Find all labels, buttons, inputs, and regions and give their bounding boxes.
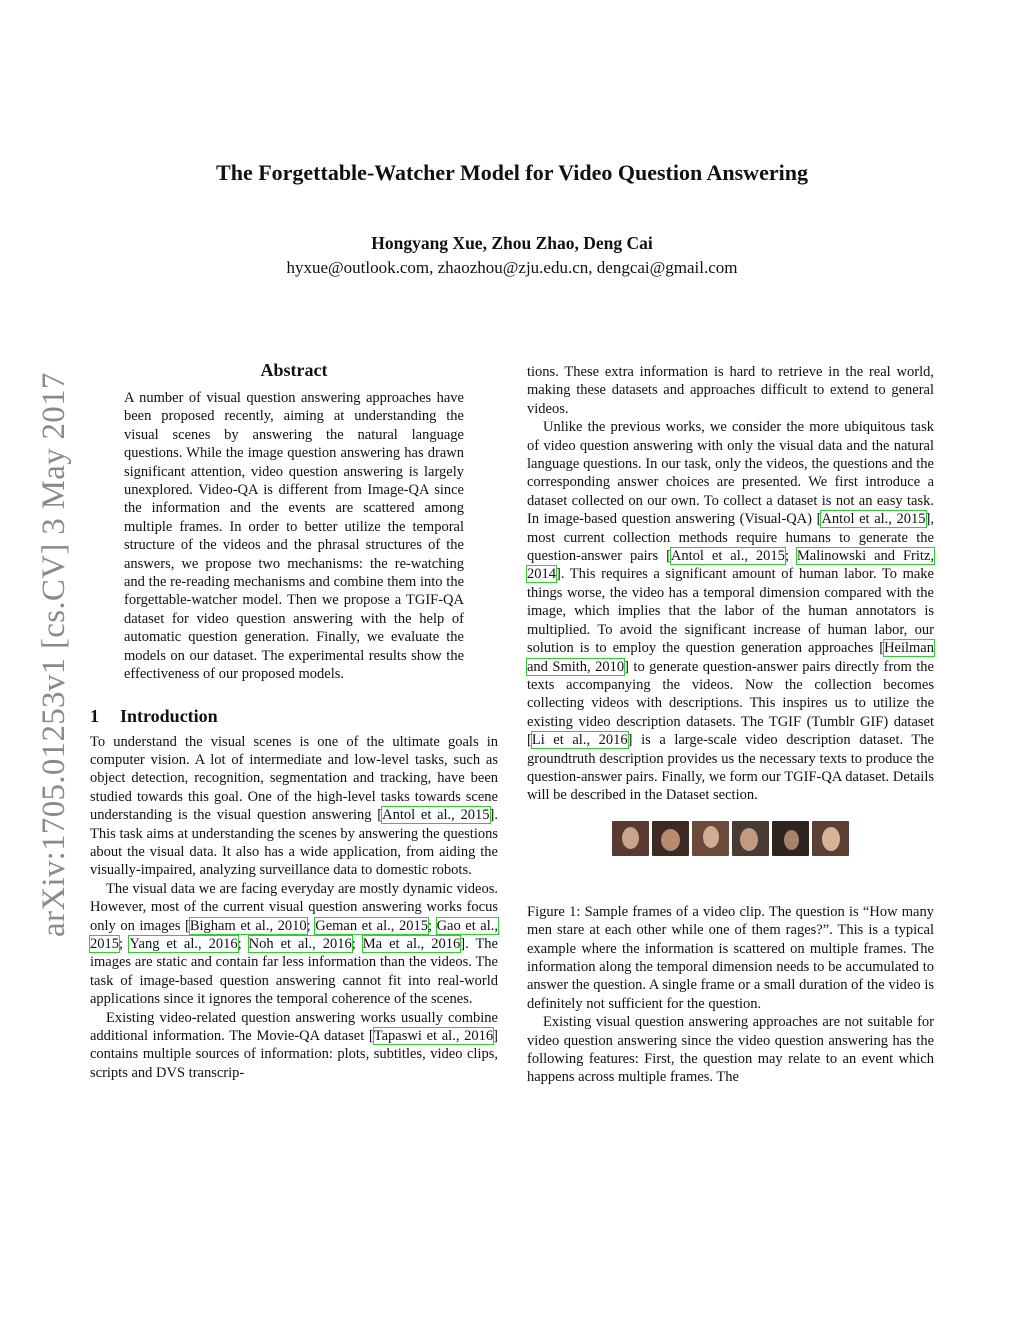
intro-paragraph-3 <box>90 1009 498 1083</box>
citation-link[interactable]: Antol et al., 2015 <box>670 548 785 565</box>
section-number: 1 <box>90 705 99 726</box>
right-paragraph-1: tions. These extra information is hard to retrieve in the real world, making these datasets and approaches difficult to extend to general videos. <box>527 364 934 417</box>
intro-paragraph-2 <box>90 880 498 1009</box>
text-run: ]. The images are static and contain far less information than the videos. The task of image-based question answering cannot fit into real-world applications since it ignores the temporal coherence of the scenes. <box>90 935 498 1008</box>
text-run: ] to generate question-answer pairs directly from the texts accompanying the videos. Now the collection becomes collecting videos with descriptions. This inspires us to utilize the existing video description datasets. The TGIF (Tumblr GIF) dataset [ <box>527 658 934 749</box>
abstract-text: A number of visual question answering approaches have been proposed recently, aiming at understanding the visual scenes by answering the natural language questions. While the image question answering has drawn significant attention, video question answering is largely unexplored. Video-QA is different from Image-QA since the information and the events are scattered among multiple frames. In order to better utilize the temporal structure of the videos and the phrasal structures of the answers, we propose two mechanisms: the re-watching and the re-reading mechanisms and combine them into the forgettable-watcher model. Then we propose a TGIF-QA dataset for video question answering with the help of automatic question generation. Finally, we evaluate the models on our dataset. The experimental results show the effectiveness of our proposed models. <box>124 390 464 683</box>
author-emails: hyxue@outlook.com, zhaozhou@zju.edu.cn, dengcai@gmail.com <box>286 258 738 277</box>
abstract-heading: Abstract <box>260 360 328 380</box>
figure-caption: Figure 1: Sample frames of a video clip. The question is “How many men stare at each other while one of them rages?”. This is a typical example where the information is scattered on multiple frames. The information along the temporal dimension needs to be accumulated to answer the question. A single frame or a small duration of the video is definitely not sufficient for the question. <box>527 903 934 1012</box>
figure-1 <box>527 821 934 1013</box>
text-run: The visual data we are facing everyday are mostly dynamic videos. However, most of the current visual question answering works focus only on images [ <box>90 880 498 934</box>
citation-link[interactable]: Li et al., 2016 <box>531 732 628 749</box>
text-run: ]. This task aims at understanding the scenes by answering the questions about the visual data. It also has a wide application, from aiding the visually-impaired, analyzing surveillance data to domestic robots. <box>90 807 498 879</box>
citation-link[interactable]: Ma et al., 2016 <box>362 935 461 952</box>
citation-link[interactable]: Yang et al., 2016 <box>129 935 238 952</box>
text-run: ; <box>306 917 316 934</box>
video-frame-image <box>772 821 809 856</box>
section-title: Introduction <box>120 705 218 726</box>
text-run: Existing video-related question answering works usually combine additional information. The Movie-QA dataset [ <box>90 1009 498 1044</box>
text-run: ; <box>784 548 797 565</box>
text-run: ; <box>351 935 363 952</box>
text-run: ]. This requires a significant amount of human labor. To make things worse, the video has a temporal dimension compared with the image, which implies that the labor of the human annotators is multiplied. To avoid the significant increase of human labor, our solution is to employ the question generation approaches [ <box>527 566 934 657</box>
text-run: ] contains multiple sources of information: plots, subtitles, video clips, scripts and DVS transcrip- <box>90 1028 498 1081</box>
left-column <box>90 360 498 1082</box>
citation-link[interactable]: Geman et al., 2015 <box>315 917 428 934</box>
right-column <box>527 363 934 1087</box>
video-frame-image <box>732 821 769 856</box>
citation-link[interactable]: Malinowski and Fritz, 2014 <box>527 548 934 583</box>
video-frame-image <box>652 821 689 856</box>
citation-link[interactable]: Bigham et al., 2010 <box>189 917 307 934</box>
text-run: ] is a large-scale video description dataset. The groundtruth description provides us the necessary texts to produce the question-answer pairs. Finally, we form our TGIF-QA dataset. Details will be described in the Dataset section. <box>527 732 934 804</box>
right-paragraph-2 <box>527 418 934 805</box>
citation-link[interactable]: Heilman and Smith, 2010 <box>527 640 934 675</box>
authors: Hongyang Xue, Zhou Zhao, Deng Cai <box>371 233 653 253</box>
intro-paragraph-1 <box>90 733 498 880</box>
citation-link[interactable]: Noh et al., 2016 <box>248 935 352 952</box>
text-run: To understand the visual scenes is one of the ultimate goals in computer vision. A lot of intermediate and low-level tasks, such as object detection, recognition, segmentation and tracking, have been studied towards this goal. One of the high-level tasks towards scene understanding is the visual question answering [ <box>90 733 498 824</box>
video-frame-image <box>812 821 849 856</box>
text-run: ; <box>427 917 437 934</box>
section-heading-introduction <box>90 706 498 727</box>
citation-link[interactable]: Antol et al., 2015 <box>821 511 926 528</box>
citation-link[interactable]: Antol et al., 2015 <box>382 807 490 824</box>
citation-link[interactable]: Tapaswi et al., 2016 <box>373 1028 494 1044</box>
citation-link[interactable]: Gao et al., 2015 <box>90 917 499 952</box>
arxiv-identifier: arXiv:1705.01253v1 [cs.CV] 3 May 2017 <box>36 372 72 938</box>
video-frame-image <box>612 821 649 856</box>
right-paragraph-3: Existing visual question answering approaches are not suitable for video question answering since the video question answering has the following features: First, the question may relate to an event which happens across multiple frames. The <box>527 1014 934 1086</box>
video-frame-image <box>692 821 729 856</box>
video-frames-strip <box>612 821 849 856</box>
paper-title: The Forgettable-Watcher Model for Video Question Answering <box>216 160 808 185</box>
text-run: ], most current collection methods require humans to generate the question-answer pairs [ <box>527 511 934 565</box>
text-run: ; <box>237 935 249 952</box>
text-run: ; <box>119 935 130 952</box>
text-run: Unlike the previous works, we consider the more ubiquitous task of video question answering with only the visual data and the natural language questions. In our task, only the videos, the questions and the corresponding answer choices are presented. We first introduce a dataset collected on our own. To collect a dataset is not an easy task. In image-based question answering (Visual-QA) [ <box>527 419 934 528</box>
